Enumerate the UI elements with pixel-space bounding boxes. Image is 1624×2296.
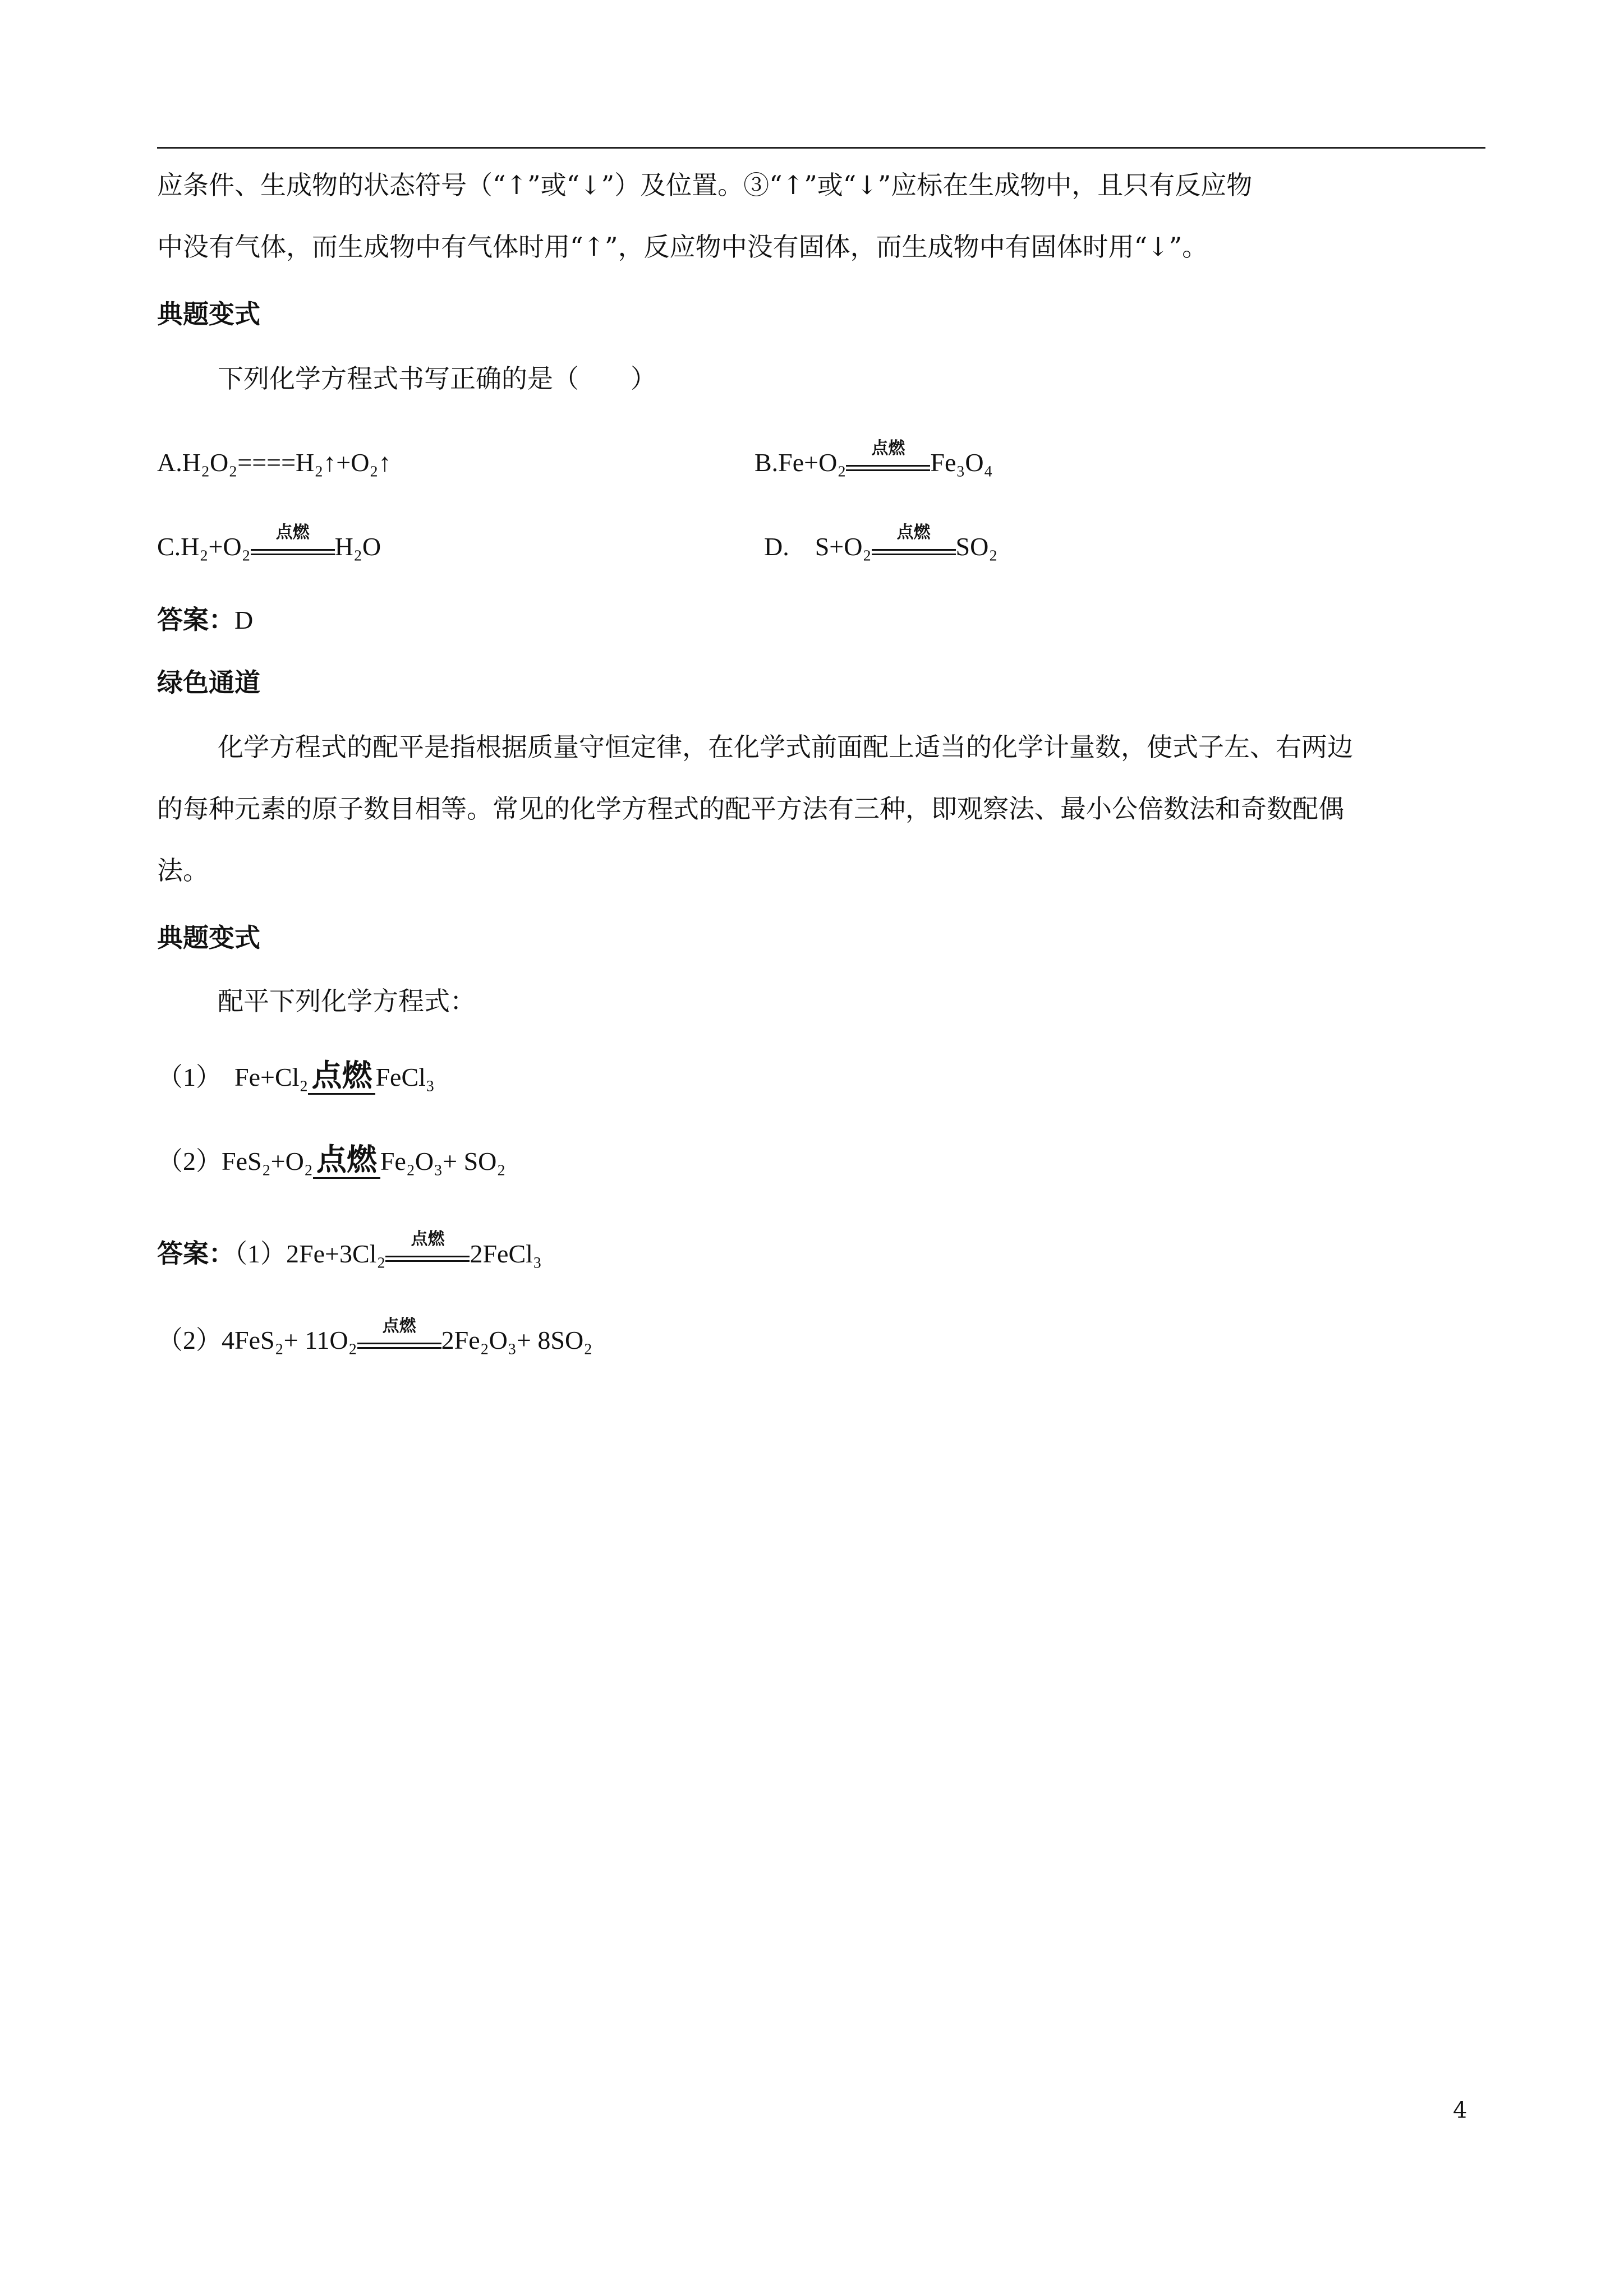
reaction-condition-arrow: [846, 439, 930, 482]
option-b-right: Fe₃O₄: [930, 448, 993, 477]
heading-typical-variant: 典题变式: [157, 299, 260, 329]
para-2-line-2: 的每种元素的原子数目相等。常见的化学方程式的配平方法有三种，即观察法、最小公倍数法和奇数配偶: [157, 794, 1344, 824]
reaction-condition-arrow: [385, 1229, 470, 1273]
intro-line-2: 中没有气体，而生成物中有气体时用“↑”，反应物中没有固体，而生成物中有固体时用“↓”。: [157, 232, 1208, 262]
equation-2-right: Fe₂O₃+ SO₂: [380, 1147, 506, 1175]
condition-label: 点燃: [411, 1229, 445, 1249]
question-2: 配平下列化学方程式：: [218, 986, 476, 1016]
condition-label: 点燃: [382, 1316, 416, 1336]
condition-label: 点燃: [871, 439, 905, 459]
answer-2: [157, 1229, 542, 1273]
page-number: 4: [1453, 2097, 1467, 2123]
option-a-text: A.: [157, 448, 182, 477]
option-d: [764, 523, 998, 566]
question-1: 下列化学方程式书写正确的是（ ）: [218, 363, 656, 394]
equation-1-right: FeCl₃: [375, 1063, 435, 1091]
reaction-condition-arrow: [251, 523, 335, 566]
para-2-line-1: 化学方程式的配平是指根据质量守恒定律，在化学式前面配上适当的化学计量数，使式子左、右两边: [218, 732, 1353, 762]
condition-underlined: 点燃: [308, 1058, 375, 1095]
condition-label: 点燃: [275, 523, 310, 543]
intro-line-1: 应条件、生成物的状态符号（“↑”或“↓”）及位置。③“↑”或“↓”应标在生成物中，且只有反应物: [157, 170, 1253, 200]
option-b-left: B.Fe+O₂: [755, 448, 846, 477]
equation-1: [157, 1060, 435, 1094]
equation-2-left: （2）FeS₂+O₂: [157, 1147, 313, 1175]
answer-label: 答案：: [157, 1238, 234, 1269]
option-d-left: D. S+O₂: [764, 532, 872, 561]
answer-eq-2: [157, 1316, 593, 1359]
heading-green-channel: 绿色通道: [157, 667, 260, 698]
option-c-right: H₂O: [334, 532, 381, 561]
option-c-left: C.H₂+O₂: [157, 532, 251, 561]
answer-label: 答案：: [157, 605, 234, 635]
option-d-right: SO₂: [955, 532, 998, 561]
answer-1: [157, 603, 253, 637]
answer-eq-2-left: （2）4FeS₂+ 11O₂: [157, 1326, 357, 1354]
reaction-condition-arrow: [357, 1316, 441, 1359]
option-a: [157, 446, 391, 480]
answer-eq-1-right: 2FeCl₃: [470, 1239, 542, 1268]
option-a-equation: H₂O₂====H₂↑+O₂↑: [182, 448, 392, 477]
option-b: [755, 439, 993, 482]
answer-eq-1-left: （1）2Fe+3Cl₂: [234, 1239, 386, 1268]
option-c: [157, 523, 381, 566]
header-rule: [157, 147, 1485, 149]
reaction-condition-arrow: [872, 523, 956, 566]
condition-underlined: 点燃: [313, 1142, 380, 1179]
answer-value: D: [234, 606, 254, 634]
equation-1-left: （1） Fe+Cl₂: [157, 1063, 309, 1091]
condition-label: 点燃: [896, 523, 931, 543]
heading-typical-variant-2: 典题变式: [157, 923, 260, 953]
equation-2: [157, 1144, 505, 1178]
para-2-line-3: 法。: [157, 855, 209, 886]
answer-eq-2-right: 2Fe₂O₃+ 8SO₂: [441, 1326, 593, 1354]
